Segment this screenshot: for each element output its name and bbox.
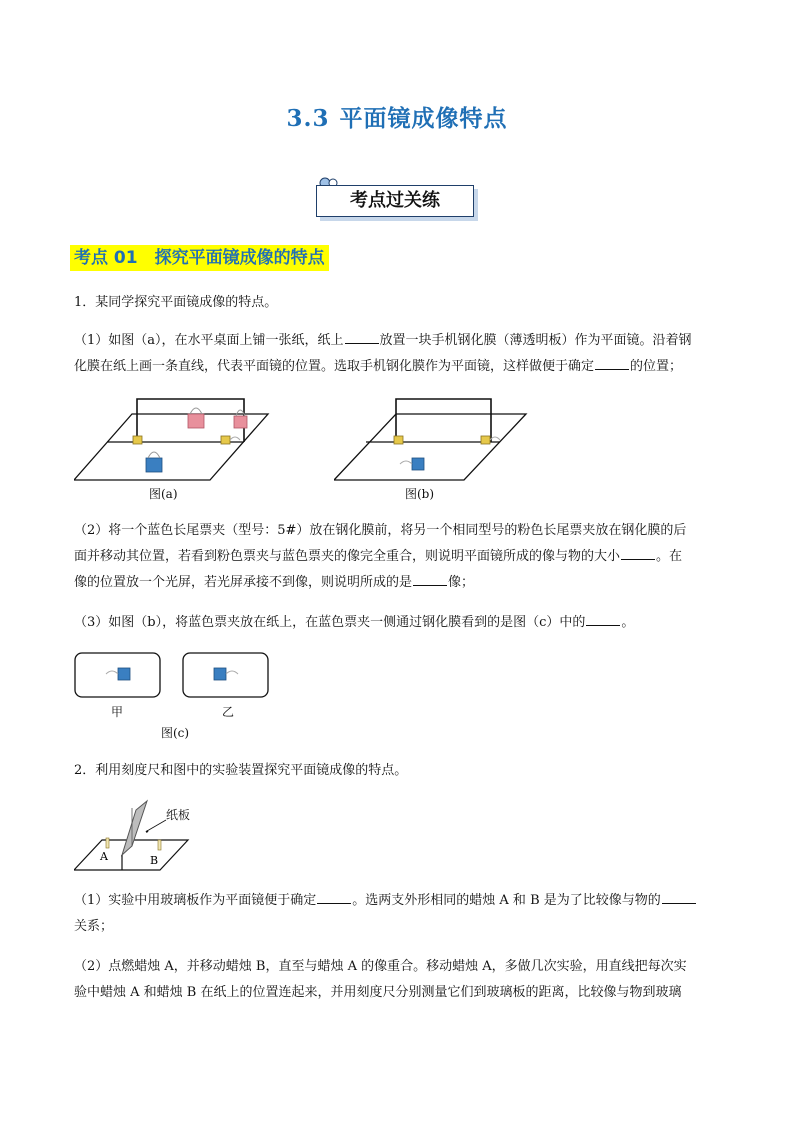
figure-a bbox=[74, 392, 294, 502]
blue-clip-icon bbox=[146, 452, 162, 472]
candle-b-label: B bbox=[150, 854, 159, 867]
answer-blank[interactable] bbox=[621, 547, 655, 560]
section-badge: 考点过关练 bbox=[316, 185, 474, 217]
label-jia: 甲 bbox=[111, 705, 124, 719]
figure-c bbox=[74, 652, 274, 700]
figure-a-caption: 图(a) bbox=[149, 487, 178, 501]
q1-part3: （3）如图（b），将蓝色票夹放在纸上，在蓝色票夹一侧通过钢化膜看到的是图（c）中的 。 bbox=[74, 615, 635, 630]
pink-clip-icon bbox=[188, 408, 247, 440]
yellow-clip-icon bbox=[394, 436, 500, 444]
candle-a-label: A bbox=[100, 850, 108, 863]
answer-blank[interactable] bbox=[345, 331, 379, 344]
q2-part2: （2）点燃蜡烛 A，并移动蜡烛 B，直至与蜡烛 A 的像重合。移动蜡烛 A，多做几次实验，用直线把每次实 验中蜡烛 A 和蜡烛 B 在纸上的位置连起来，并用刻度尺分别测量它们到玻璃板的距离，比较像与物到玻璃 bbox=[74, 959, 687, 1000]
blue-clip-icon bbox=[214, 668, 238, 680]
title-number: 3.3 bbox=[286, 105, 330, 132]
answer-blank[interactable] bbox=[317, 891, 351, 904]
answer-blank[interactable] bbox=[413, 573, 447, 586]
answer-blank[interactable] bbox=[586, 613, 620, 626]
q2-part1: （1）实验中用玻璃板作为平面镜便于确定 。选两支外形相同的蜡烛 A 和 B 是为了比较像与物的 关系； bbox=[74, 888, 724, 940]
yellow-clip-icon bbox=[133, 436, 230, 444]
blue-clip-icon bbox=[106, 668, 130, 680]
figure-c-caption: 图(c) bbox=[161, 726, 190, 740]
section-heading: 考点 01 探究平面镜成像的特点 bbox=[70, 245, 329, 271]
q2-intro: 2．利用刻度尺和图中的实验装置探究平面镜成像的特点。 bbox=[74, 763, 408, 778]
page-title bbox=[0, 100, 794, 133]
answer-blank[interactable] bbox=[662, 891, 696, 904]
answer-blank[interactable] bbox=[595, 357, 629, 370]
blue-clip-icon bbox=[400, 458, 424, 470]
q1-intro: 1．某同学探究平面镜成像的特点。 bbox=[74, 295, 278, 310]
q1-part1: （1）如图（a），在水平桌面上铺一张纸，纸上 放置一块手机钢化膜（薄透明板）作为平面镜。沿着钢 化膜在纸上画一条直线，代表平面镜的位置。选取手机钢化膜作为平面镜，这样做便于确定 的位置； bbox=[74, 333, 692, 374]
figure-b bbox=[334, 392, 534, 492]
figure-b-caption: 图(b) bbox=[405, 487, 435, 501]
title-text: 平面镜成像特点 bbox=[339, 106, 508, 132]
board-label: 纸板 bbox=[166, 808, 191, 822]
label-yi: 乙 bbox=[222, 705, 235, 719]
q1-part2: （2）将一个蓝色长尾票夹（型号：5#）放在钢化膜前，将另一个相同型号的粉色长尾票夹放在钢化膜的后 面并移动其位置，若看到粉色票夹与蓝色票夹的像完全重合，则说明平面镜所成的像与物的大小 。在 像的位置放一个光屏，若光屏承接不到像，则说明所成的是 像； bbox=[74, 523, 687, 590]
